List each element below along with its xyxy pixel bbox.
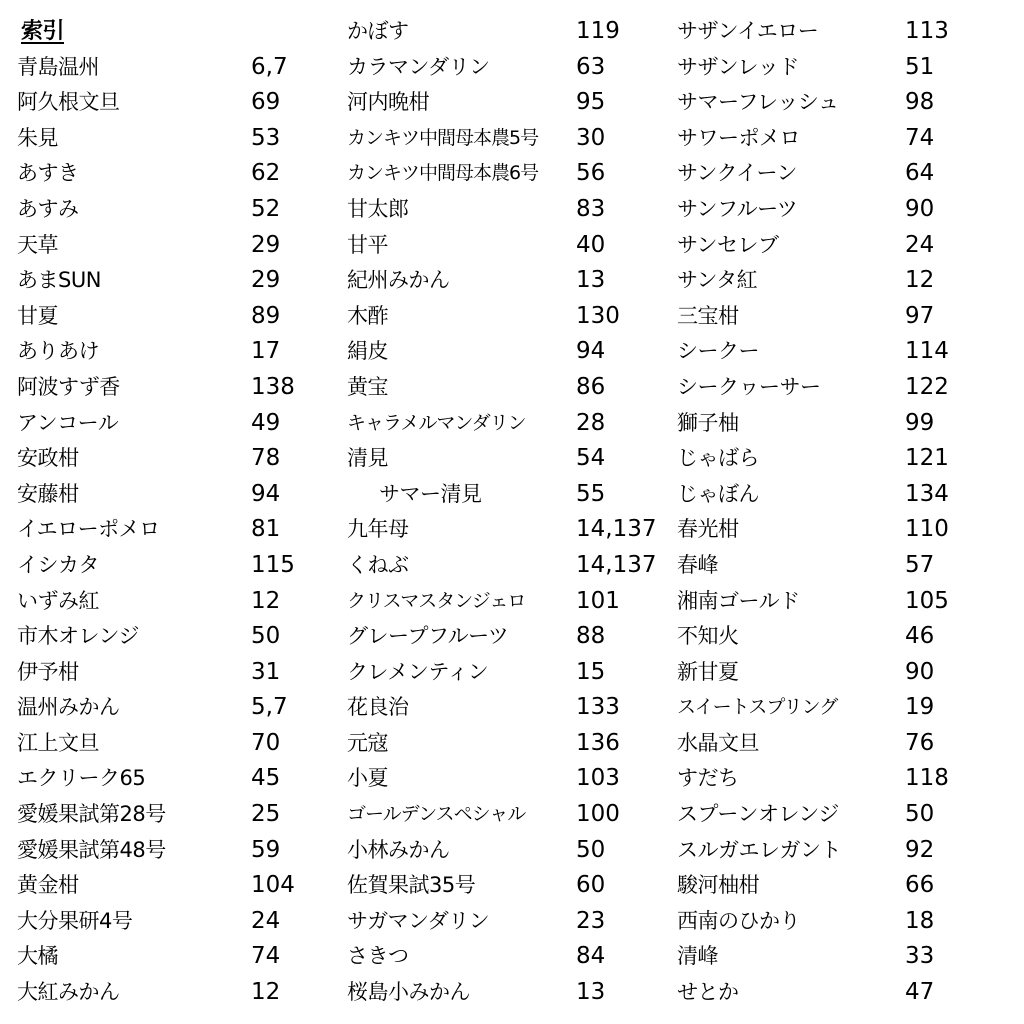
entry-name: スプーンオレンジ	[677, 802, 839, 827]
entry-name: せとか	[677, 980, 739, 1005]
entry-page: 47	[905, 979, 935, 1006]
entry-page: 63	[576, 53, 606, 80]
entry-page: 92	[905, 836, 935, 863]
entry-name: 紀州みかん	[347, 268, 450, 293]
entry-name: 河内晩柑	[347, 90, 429, 115]
entry-page: 83	[576, 195, 606, 222]
entry-page: 15	[576, 658, 606, 685]
entry-page: 14,137	[576, 551, 657, 578]
index-title: 索引	[21, 19, 65, 44]
entry-name: グレープフルーツ	[347, 624, 509, 649]
entry-name: サマーフレッシュ	[677, 90, 839, 115]
entry-name: 桜島小みかん	[347, 980, 470, 1005]
entry-page: 95	[576, 89, 606, 116]
entry-name: 三宝柑	[677, 303, 739, 328]
entry-page: 56	[576, 160, 606, 187]
entry-page: 25	[251, 801, 281, 828]
entry-name: 大分果研4号	[17, 908, 133, 933]
entry-page: 13	[576, 979, 606, 1006]
entry-page: 29	[251, 267, 281, 294]
entry-name: 花良治	[347, 695, 409, 720]
entry-page: 94	[576, 338, 606, 365]
entry-name: 黄宝	[347, 374, 388, 399]
entry-name: シークー	[677, 339, 759, 364]
entry-name: スルガエレガント	[677, 837, 841, 862]
entry-name: 朱見	[17, 125, 58, 150]
entry-name: サワーポメロ	[677, 125, 800, 150]
entry-name: 小夏	[347, 766, 388, 791]
entry-name: サザンイエロー	[677, 19, 819, 43]
entry-page: 29	[251, 231, 281, 258]
entry-name: 甘太郎	[347, 196, 409, 221]
entry-page: 60	[576, 872, 606, 899]
entry-name: 西南のひかり	[677, 908, 800, 933]
entry-page: 84	[576, 943, 606, 970]
entry-name: 不知火	[677, 624, 739, 649]
entry-name: サマー清見	[379, 481, 482, 506]
entry-page: 114	[905, 338, 949, 365]
entry-name: キャラメルマンダリン	[347, 411, 526, 434]
entry-page: 81	[251, 516, 281, 543]
entry-name: 江上文旦	[17, 730, 99, 755]
entry-page: 24	[251, 907, 281, 934]
entry-name: 清峰	[677, 944, 718, 969]
entry-page: 54	[576, 445, 606, 472]
entry-page: 45	[251, 765, 281, 792]
entry-name: 春光柑	[677, 517, 739, 542]
entry-name: サンフルーツ	[677, 196, 798, 221]
entry-name: シークヮーサー	[677, 374, 821, 399]
entry-page: 113	[905, 18, 949, 44]
entry-name: 佐賀果試35号	[347, 873, 476, 898]
entry-name: あまSUN	[17, 268, 101, 293]
entry-name: じゃぼん	[677, 481, 759, 506]
entry-name: カラマンダリン	[347, 54, 490, 79]
entry-page: 14,137	[576, 516, 657, 543]
entry-name: サンクイーン	[677, 161, 798, 186]
entry-page: 12	[251, 979, 281, 1006]
entry-page: 6,7	[251, 53, 288, 80]
entry-page: 31	[251, 658, 281, 685]
entry-name: 愛媛果試第48号	[17, 837, 166, 862]
entry-name: 小林みかん	[347, 837, 450, 862]
entry-page: 98	[905, 89, 935, 116]
entry-page: 101	[576, 587, 620, 614]
entry-page: 49	[251, 409, 281, 436]
entry-name: サンタ紅	[677, 268, 758, 293]
entry-page: 115	[251, 551, 295, 578]
entry-name: イシカタ	[17, 552, 99, 577]
entry-name: ありあけ	[17, 339, 99, 364]
entry-page: 51	[905, 53, 935, 80]
entry-page: 74	[905, 124, 935, 151]
entry-page: 40	[576, 231, 606, 258]
entry-page: 59	[251, 836, 281, 863]
entry-name: スイートスプリング	[677, 696, 838, 719]
entry-page: 52	[251, 195, 281, 222]
entry-page: 103	[576, 765, 620, 792]
entry-page: 46	[905, 623, 935, 650]
entry-page: 12	[251, 587, 281, 614]
entry-name: 大紅みかん	[17, 980, 120, 1005]
entry-name: 九年母	[347, 517, 409, 542]
entry-page: 99	[905, 409, 935, 436]
entry-page: 138	[251, 373, 295, 400]
entry-page: 19	[905, 694, 935, 721]
entry-name: 青島温州	[17, 54, 99, 79]
entry-page: 62	[251, 160, 281, 187]
entry-page: 76	[905, 729, 935, 756]
entry-page: 70	[251, 729, 281, 756]
entry-name: 大橘	[17, 944, 58, 969]
entry-page: 24	[905, 231, 935, 258]
entry-name: ゴールデンスペシャル	[347, 803, 526, 826]
entry-page: 89	[251, 302, 281, 329]
entry-page: 30	[576, 124, 606, 151]
entry-page: 88	[576, 623, 606, 650]
entry-name: 絹皮	[347, 339, 388, 364]
entry-page: 23	[576, 907, 606, 934]
entry-name: くねぶ	[347, 552, 409, 577]
entry-page: 134	[905, 480, 949, 507]
entry-name: 木酢	[347, 303, 388, 328]
entry-name: あすき	[17, 161, 79, 186]
entry-page: 118	[905, 765, 949, 792]
entry-page: 121	[905, 445, 949, 472]
entry-page: 18	[905, 907, 935, 934]
entry-name: 安政柑	[17, 446, 79, 471]
entry-name: 清見	[347, 446, 388, 471]
entry-name: 湘南ゴールド	[677, 588, 800, 613]
entry-page: 104	[251, 872, 295, 899]
entry-name: 温州みかん	[17, 695, 120, 720]
entry-name: あすみ	[17, 196, 79, 221]
entry-page: 5,7	[251, 694, 288, 721]
entry-name: 甘平	[347, 232, 388, 257]
entry-page: 90	[905, 658, 935, 685]
entry-page: 13	[576, 267, 606, 294]
entry-name: 安藤柑	[17, 481, 79, 506]
entry-page: 50	[905, 801, 935, 828]
entry-name: さきつ	[347, 944, 409, 969]
entry-name: クレメンティン	[347, 659, 489, 684]
entry-name: かぼす	[347, 19, 409, 43]
entry-name: 水晶文旦	[677, 730, 759, 755]
entry-page: 57	[905, 551, 935, 578]
entry-name: すだち	[677, 766, 739, 791]
entry-name: じゃばら	[677, 446, 759, 471]
entry-page: 86	[576, 373, 606, 400]
entry-name: サガマンダリン	[347, 908, 490, 933]
entry-name: カンキツ中間母本農6号	[347, 162, 539, 185]
entry-name: 市木オレンジ	[17, 624, 139, 649]
entry-name: 元寇	[347, 730, 388, 755]
entry-name: 天草	[17, 232, 58, 257]
entry-page: 50	[251, 623, 281, 650]
entry-name: いずみ紅	[17, 588, 99, 613]
entry-page: 94	[251, 480, 281, 507]
entry-name: 獅子柚	[677, 410, 739, 435]
entry-page: 130	[576, 302, 620, 329]
entry-name: イエローポメロ	[17, 517, 160, 542]
entry-page: 100	[576, 801, 620, 828]
entry-page: 119	[576, 18, 620, 44]
entry-page: 66	[905, 872, 935, 899]
entry-page: 110	[905, 516, 949, 543]
entry-page: 33	[905, 943, 935, 970]
entry-page: 17	[251, 338, 281, 365]
entry-page: 136	[576, 729, 620, 756]
entry-name: クリスマスタンジェロ	[347, 589, 526, 612]
entry-page: 50	[576, 836, 606, 863]
entry-page: 133	[576, 694, 620, 721]
entry-page: 97	[905, 302, 935, 329]
entry-name: 新甘夏	[677, 659, 739, 684]
entry-name: 阿波すず香	[17, 374, 120, 399]
entry-page: 78	[251, 445, 281, 472]
entry-page: 55	[576, 480, 606, 507]
entry-page: 64	[905, 160, 935, 187]
entry-page: 74	[251, 943, 281, 970]
entry-name: 春峰	[677, 552, 718, 577]
entry-name: 阿久根文旦	[17, 90, 120, 115]
entry-page: 90	[905, 195, 935, 222]
entry-page: 122	[905, 373, 949, 400]
entry-page: 69	[251, 89, 281, 116]
entry-name: カンキツ中間母本農5号	[347, 126, 539, 149]
entry-page: 12	[905, 267, 935, 294]
entry-page: 53	[251, 124, 281, 151]
entry-name: サザンレッド	[677, 54, 799, 79]
entry-page: 28	[576, 409, 606, 436]
entry-page: 105	[905, 587, 949, 614]
entry-name: 駿河柚柑	[677, 873, 759, 898]
entry-name: 黄金柑	[17, 873, 79, 898]
entry-name: 愛媛果試第28号	[17, 802, 166, 827]
entry-name: サンセレブ	[677, 232, 779, 257]
entry-name: アンコール	[17, 410, 119, 435]
entry-name: エクリーク65	[17, 766, 146, 791]
entry-name: 伊予柑	[17, 659, 79, 684]
entry-name: 甘夏	[17, 303, 58, 328]
